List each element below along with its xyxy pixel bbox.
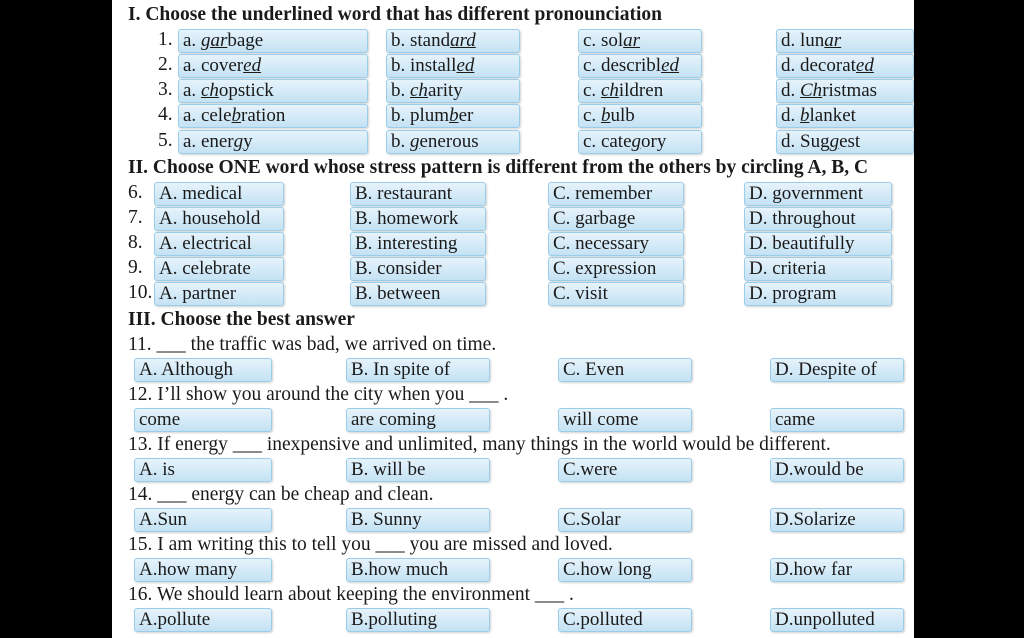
underlined-part: ar — [824, 30, 842, 51]
answer-option[interactable] — [548, 282, 684, 306]
option-text: bage — [227, 30, 264, 51]
option-text: C. remember — [553, 183, 653, 204]
option-text: A. electrical — [159, 233, 252, 254]
underlined-part: ard — [450, 30, 476, 51]
option-text: b. — [391, 80, 410, 101]
option-text: B.polluting — [351, 609, 438, 630]
answer-option[interactable] — [744, 257, 892, 281]
answer-option[interactable] — [770, 608, 904, 632]
option-text: B. consider — [355, 258, 442, 279]
answer-option[interactable] — [134, 408, 272, 432]
option-text: cate — [600, 131, 632, 152]
option-text: C.how long — [563, 559, 652, 580]
option-text: a. — [183, 55, 201, 76]
option-text: C. visit — [553, 283, 608, 304]
answer-option[interactable] — [744, 232, 892, 256]
answer-option[interactable] — [386, 104, 520, 128]
section-heading-2: II. Choose ONE word whose stress pattern is different from the others by circling A, B, C — [128, 157, 869, 178]
option-text: c. — [583, 30, 601, 51]
answer-option[interactable] — [558, 458, 692, 482]
underlined-part: g — [631, 131, 642, 152]
option-text: b. — [391, 131, 410, 152]
answer-option[interactable] — [578, 29, 702, 53]
answer-option[interactable] — [386, 54, 520, 78]
option-text: c. — [583, 105, 601, 126]
worksheet — [112, 0, 914, 638]
option-text: A. household — [159, 208, 261, 229]
option-text: stand — [410, 30, 451, 51]
option-text: b. — [391, 55, 410, 76]
question-number: 6. — [128, 182, 143, 203]
option-text: decorat — [800, 55, 856, 76]
answer-option[interactable] — [350, 182, 486, 206]
answer-option[interactable] — [346, 358, 490, 382]
section-heading-3: III. Choose the best answer — [128, 309, 355, 330]
option-text: arity — [427, 80, 463, 101]
answer-option[interactable] — [578, 130, 702, 154]
answer-option[interactable] — [776, 79, 914, 103]
underlined-part: ed — [661, 55, 680, 76]
option-text: er — [458, 105, 474, 126]
underlined-part: ch — [410, 80, 428, 101]
answer-option[interactable] — [548, 182, 684, 206]
option-text: install — [410, 55, 457, 76]
underlined-part: ed — [456, 55, 475, 76]
answer-option[interactable] — [154, 207, 284, 231]
answer-option[interactable] — [386, 130, 520, 154]
option-text: d. — [781, 105, 800, 126]
option-text: a. — [183, 30, 201, 51]
option-text: C. necessary — [553, 233, 650, 254]
question-number: 5. — [158, 130, 173, 151]
option-text: ener — [200, 131, 234, 152]
answer-option[interactable] — [558, 608, 692, 632]
option-text: D. Despite of — [775, 359, 877, 380]
answer-option[interactable] — [346, 508, 490, 532]
option-text: b. — [391, 105, 410, 126]
answer-option[interactable] — [178, 54, 368, 78]
option-text: sol — [600, 30, 624, 51]
option-text: opstick — [218, 80, 274, 101]
answer-option[interactable] — [548, 207, 684, 231]
option-text: will come — [563, 409, 639, 430]
option-text: c. — [583, 131, 601, 152]
option-text: a. — [183, 80, 201, 101]
option-text: A. celebrate — [159, 258, 251, 279]
option-text: B. homework — [355, 208, 459, 229]
option-text: came — [775, 409, 816, 430]
option-text: C.Solar — [563, 509, 621, 530]
answer-option[interactable] — [134, 508, 272, 532]
answer-option[interactable] — [154, 182, 284, 206]
answer-option[interactable] — [350, 207, 486, 231]
question-number: 3. — [158, 79, 173, 100]
option-text: A.Sun — [139, 509, 188, 530]
question-number: 10. — [128, 282, 153, 303]
underlined-part: gar — [200, 30, 228, 51]
answer-option[interactable] — [578, 79, 702, 103]
option-text: lanket — [809, 105, 856, 126]
option-text: a. — [183, 131, 201, 152]
underlined-part: b — [800, 105, 810, 126]
answer-option[interactable] — [744, 207, 892, 231]
option-text: come — [139, 409, 181, 430]
option-text: D. program — [749, 283, 837, 304]
option-text: A. Although — [139, 359, 233, 380]
option-text: B. between — [355, 283, 441, 304]
answer-option[interactable] — [134, 358, 272, 382]
underlined-part: b — [449, 105, 459, 126]
answer-option[interactable] — [776, 104, 914, 128]
option-text: B. restaurant — [355, 183, 453, 204]
answer-option[interactable] — [386, 29, 520, 53]
underlined-part: ch — [600, 80, 619, 101]
option-text: D.would be — [775, 459, 864, 480]
underlined-part: b — [231, 105, 242, 126]
underlined-part: ed — [243, 55, 262, 76]
question-number: 7. — [128, 207, 143, 228]
answer-option[interactable] — [154, 282, 284, 306]
answer-option[interactable] — [770, 508, 904, 532]
option-text: plum — [410, 105, 450, 126]
option-text: y — [243, 131, 253, 152]
option-text: c. — [583, 80, 601, 101]
answer-option[interactable] — [770, 558, 904, 582]
option-text: ristmas — [822, 80, 878, 101]
option-text: A.how many — [139, 559, 238, 580]
question-number: 1. — [158, 29, 173, 50]
answer-option[interactable] — [558, 508, 692, 532]
question-number: 4. — [158, 104, 173, 125]
question-number: 2. — [158, 54, 173, 75]
answer-option[interactable] — [558, 558, 692, 582]
answer-option[interactable] — [770, 408, 904, 432]
option-text: ulb — [610, 105, 635, 126]
option-text: C.polluted — [563, 609, 643, 630]
underlined-part: g — [233, 131, 244, 152]
option-text: C. garbage — [553, 208, 636, 229]
question-number: 9. — [128, 257, 143, 278]
option-text: cover — [200, 55, 244, 76]
option-text: A. partner — [159, 283, 237, 304]
answer-option[interactable] — [178, 104, 368, 128]
question-text: 11. ___ the traffic was bad, we arrived on time. — [128, 334, 497, 355]
option-text: d. — [781, 55, 800, 76]
answer-option[interactable] — [744, 282, 892, 306]
option-text: est — [839, 131, 861, 152]
option-text: B. Sunny — [351, 509, 422, 530]
answer-option[interactable] — [770, 358, 904, 382]
option-text: D.unpolluted — [775, 609, 875, 630]
answer-option[interactable] — [548, 257, 684, 281]
option-text: are coming — [351, 409, 436, 430]
question-number: 8. — [128, 232, 143, 253]
answer-option[interactable] — [134, 608, 272, 632]
answer-option[interactable] — [154, 257, 284, 281]
option-text: B. will be — [351, 459, 426, 480]
option-text: B. interesting — [355, 233, 458, 254]
underlined-part: b — [600, 105, 611, 126]
option-text: enerous — [419, 131, 479, 152]
option-text: D. beautifully — [749, 233, 855, 254]
answer-option[interactable] — [558, 408, 692, 432]
answer-option[interactable] — [178, 29, 368, 53]
option-text: C. expression — [553, 258, 657, 279]
underlined-part: g — [829, 131, 840, 152]
question-text: 12. I’ll show you around the city when you ___ . — [128, 384, 509, 405]
answer-option[interactable] — [178, 130, 368, 154]
option-text: D. throughout — [749, 208, 856, 229]
answer-option[interactable] — [350, 257, 486, 281]
section-heading-1: I. Choose the underlined word that has different pronounciation — [128, 4, 662, 25]
answer-option[interactable] — [776, 130, 914, 154]
answer-option[interactable] — [744, 182, 892, 206]
option-text: d. — [781, 30, 800, 51]
answer-option[interactable] — [346, 408, 490, 432]
option-text: A.pollute — [139, 609, 211, 630]
option-text: B.how much — [351, 559, 449, 580]
answer-option[interactable] — [770, 458, 904, 482]
option-text: A. is — [139, 459, 175, 480]
answer-option[interactable] — [578, 104, 702, 128]
underlined-part: g — [410, 131, 420, 152]
question-text: 13. If energy ___ inexpensive and unlimited, many things in the world would be different. — [128, 434, 831, 455]
option-text: d. — [781, 131, 800, 152]
option-text: c. — [583, 55, 601, 76]
option-text: D. government — [749, 183, 863, 204]
answer-option[interactable] — [154, 232, 284, 256]
answer-option[interactable] — [558, 358, 692, 382]
answer-option[interactable] — [350, 282, 486, 306]
answer-option[interactable] — [178, 79, 368, 103]
answer-option[interactable] — [548, 232, 684, 256]
answer-option[interactable] — [350, 232, 486, 256]
option-text: d. — [781, 80, 800, 101]
answer-option[interactable] — [346, 558, 490, 582]
question-text: 14. ___ energy can be cheap and clean. — [128, 484, 434, 505]
option-text: D. criteria — [749, 258, 827, 279]
option-text: Sug — [800, 131, 830, 152]
answer-option[interactable] — [134, 558, 272, 582]
question-text: 16. We should learn about keeping the environment ___ . — [128, 584, 574, 605]
underlined-part: ar — [623, 30, 641, 51]
option-text: describl — [600, 55, 662, 76]
question-text: 15. I am writing this to tell you ___ you are missed and loved. — [128, 534, 613, 555]
option-text: A. medical — [159, 183, 243, 204]
option-text: b. — [391, 30, 410, 51]
answer-option[interactable] — [776, 29, 914, 53]
option-text: D.how far — [775, 559, 853, 580]
answer-option[interactable] — [346, 608, 490, 632]
option-text: cele — [200, 105, 232, 126]
answer-option[interactable] — [386, 79, 520, 103]
answer-option[interactable] — [578, 54, 702, 78]
option-text: a. — [183, 105, 201, 126]
answer-option[interactable] — [134, 458, 272, 482]
option-text: D.Solarize — [775, 509, 856, 530]
option-text: ory — [641, 131, 667, 152]
option-text: C.were — [563, 459, 618, 480]
underlined-part: Ch — [800, 80, 823, 101]
option-text: B. In spite of — [351, 359, 451, 380]
answer-option[interactable] — [776, 54, 914, 78]
underlined-part: ch — [200, 80, 219, 101]
option-text: ration — [241, 105, 286, 126]
option-text: ildren — [618, 80, 664, 101]
option-text: lun — [800, 30, 825, 51]
underlined-part: ed — [855, 55, 874, 76]
answer-option[interactable] — [346, 458, 490, 482]
option-text: C. Even — [563, 359, 625, 380]
